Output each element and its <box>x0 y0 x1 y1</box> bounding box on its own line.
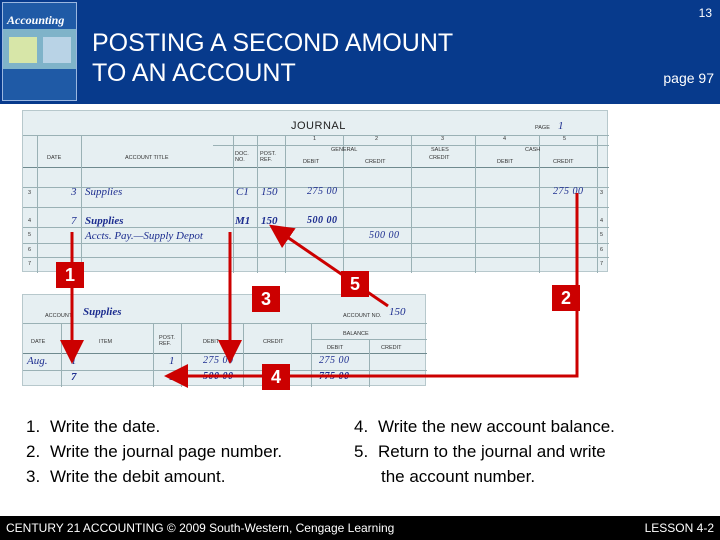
journal-entry-debit: 275 00 <box>307 186 338 197</box>
row-number: 6 <box>600 247 604 253</box>
ledger-row-debit: 500 00 <box>203 371 234 382</box>
instruction-item: 1. Write the date. <box>26 417 161 436</box>
instruction-item-continued: the account number. <box>381 467 536 486</box>
instructions-right <box>354 414 694 489</box>
journal-form <box>22 110 608 272</box>
page-reference: page 97 <box>663 70 714 86</box>
general-credit-column-header: CREDIT <box>365 159 386 165</box>
ledger-balance-debit-header: DEBIT <box>327 345 344 351</box>
doc-no-column-header: DOC. NO. <box>235 151 249 163</box>
cover-logo: Accounting <box>7 13 65 27</box>
date-column-header: DATE <box>47 155 62 161</box>
instruction-item: 2. Write the journal page number. <box>26 442 283 461</box>
callout-step-4: 4 <box>262 364 290 390</box>
ledger-row-day: 1 <box>71 355 77 367</box>
textbook-cover-image <box>2 2 77 101</box>
ledger-row-balance-debit: 775 00 <box>319 371 350 382</box>
general-debit-column-header: DEBIT <box>303 159 320 165</box>
journal-entry-account: Supplies <box>85 215 124 227</box>
ledger-account-label: ACCOUNT <box>45 313 73 319</box>
journal-entry-account: Accts. Pay.—Supply Depot <box>85 230 203 242</box>
column-number: 3 <box>441 136 445 142</box>
ledger-item-column-header: ITEM <box>99 339 113 345</box>
slide-title: POSTING A SECOND AMOUNT TO AN ACCOUNT <box>92 29 454 87</box>
ledger-row-day: 7 <box>71 371 77 383</box>
ledger-row-post-ref: 1 <box>169 371 175 383</box>
journal-entry-doc: C1 <box>236 186 249 198</box>
journal-page-label: PAGE <box>535 125 550 131</box>
cash-credit-column-header: CREDIT <box>553 159 574 165</box>
journal-entry-cash-credit: 275 00 <box>553 186 584 197</box>
journal-title: JOURNAL <box>291 120 346 132</box>
ledger-post-ref-column-header: POST. REF. <box>159 335 175 347</box>
journal-entry-post-ref: 150 <box>261 215 278 227</box>
column-number: 5 <box>563 136 567 142</box>
journal-entry-post-ref: 150 <box>261 186 278 198</box>
ledger-row-post-ref: 1 <box>169 355 175 367</box>
callout-step-1: 1 <box>56 262 84 288</box>
account-title-column-header: ACCOUNT TITLE <box>125 155 169 161</box>
journal-entry-doc: M1 <box>235 215 251 227</box>
general-header: GENERAL <box>331 147 358 153</box>
journal-entry-date: 7 <box>71 215 77 227</box>
ledger-balance-header: BALANCE <box>343 331 369 337</box>
row-number: 3 <box>28 190 32 196</box>
ledger-account-no-label: ACCOUNT NO. <box>343 313 382 319</box>
ledger-balance-credit-header: CREDIT <box>381 345 402 351</box>
journal-entry-debit: 500 00 <box>307 215 338 226</box>
ledger-account-name: Supplies <box>83 306 122 318</box>
ledger-date-column-header: DATE <box>31 339 46 345</box>
row-number: 7 <box>28 261 32 267</box>
slide-number: 13 <box>698 6 712 20</box>
ledger-row-month: Aug. <box>27 355 48 367</box>
column-number: 1 <box>313 136 317 142</box>
ledger-account-form <box>22 294 426 386</box>
callout-step-3: 3 <box>252 286 280 312</box>
sales-header: SALES <box>431 147 449 153</box>
instruction-item: 5. Return to the journal and write <box>354 442 606 461</box>
journal-entry-account: Supplies <box>85 186 123 198</box>
journal-page-value: 1 <box>558 120 564 132</box>
ledger-row-debit: 275 00 <box>203 355 234 366</box>
instruction-item: 3. Write the debit amount. <box>26 467 226 486</box>
callout-step-2: 2 <box>552 285 580 311</box>
lesson-label: LESSON 4-2 <box>644 521 714 535</box>
sales-credit-column-header: CREDIT <box>429 155 450 161</box>
row-number: 3 <box>600 190 604 196</box>
instructions-left <box>26 414 346 489</box>
row-number: 4 <box>28 218 32 224</box>
ledger-credit-column-header: CREDIT <box>263 339 284 345</box>
row-number: 6 <box>28 247 32 253</box>
cash-header: CASH <box>525 147 541 153</box>
column-number: 4 <box>503 136 507 142</box>
ledger-account-no: 150 <box>389 306 406 318</box>
callout-step-5: 5 <box>341 271 369 297</box>
instruction-item: 4. Write the new account balance. <box>354 417 615 436</box>
slide-footer <box>0 516 720 540</box>
slide-header <box>0 0 720 104</box>
row-number: 5 <box>28 232 32 238</box>
row-number: 4 <box>600 218 604 224</box>
journal-entry-date: 3 <box>71 186 77 198</box>
column-number: 2 <box>375 136 379 142</box>
ledger-debit-column-header: DEBIT <box>203 339 220 345</box>
journal-entry-credit: 500 00 <box>369 230 400 241</box>
row-number: 5 <box>600 232 604 238</box>
copyright-text: CENTURY 21 ACCOUNTING © 2009 South-Western, Cengage Learning <box>6 521 395 535</box>
post-ref-column-header: POST. REF. <box>260 151 276 163</box>
cash-debit-column-header: DEBIT <box>497 159 514 165</box>
row-number: 7 <box>600 261 604 267</box>
ledger-row-balance-debit: 275 00 <box>319 355 350 366</box>
